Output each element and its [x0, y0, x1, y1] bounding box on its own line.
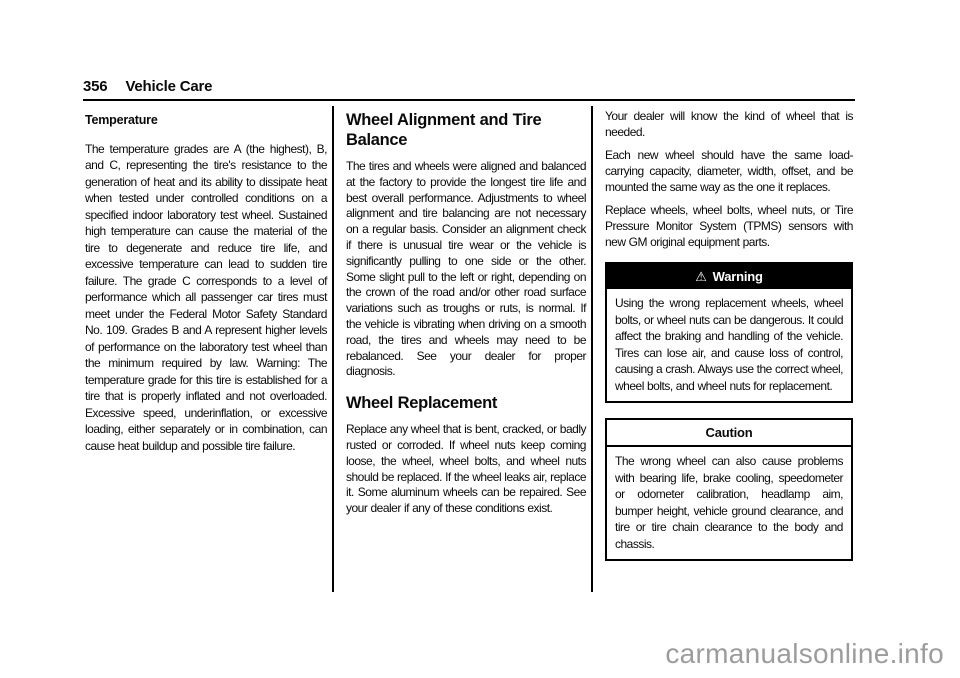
replace-wheels-paragraph: Replace wheels, wheel bolts, wheel nuts, or Tire Pressure Monitor System (TPMS) sensors with new GM original equipment parts.	[605, 203, 853, 249]
wheel-alignment-paragraph: The tires and wheels were aligned and balanced at the factory to provide the longest tire life and best overall performance. Adjustments to wheel alignment and tire balancing are not necessary on a regular basis. Consider an alignment check if there is unusual tire wear or the vehicle is significantly pulling to one side or the other. Some slight pull to the left or right, depending on the crown of the road and/or other road surface variations such as troughs or ruts, is normal. If the vehicle is vibrating when driving on a smooth road, the tires and wheels may need to be rebalanced. See your dealer for proper diagnosis.	[346, 159, 586, 379]
header-divider	[83, 99, 855, 101]
temperature-heading: Temperature	[85, 113, 158, 127]
warning-title: Warning	[712, 269, 763, 284]
section-title: Vehicle Care	[125, 78, 213, 95]
column-divider-1	[332, 106, 334, 592]
watermark: carmanualsonline.info	[665, 638, 944, 669]
column-dealer-info	[605, 108, 853, 561]
warning-header	[607, 264, 851, 289]
temperature-paragraph: The temperature grades are A (the highest), B, and C, representing the tire's resistance to the generation of heat and its ability to dissipate heat when tested under controlled conditions on a specified indoor laboratory test wheel. Sustained high temperature can cause the material of the tire to degenerate and reduce tire life, and excessive temperature can lead to sudden tire failure. The grade C corresponds to a level of performance which all passenger car tires must meet under the Federal Motor Safety Standard No. 109. Grades B and A represent higher levels of performance on the laboratory test wheel than the minimum required by law. Warning: The temperature grade for this tire is established for a tire that is properly inflated and not overloaded. Excessive speed, underinflation, or excessive loading, either separately or in combination, can cause heat buildup and possible tire failure.	[85, 141, 327, 453]
caution-title: Caution	[705, 425, 753, 440]
wheel-replacement-heading: Wheel Replacement	[346, 394, 498, 413]
column-wheel-alignment	[346, 108, 586, 524]
new-wheel-paragraph: Each new wheel should have the same load-carrying capacity, diameter, width, offset, and be mounted the same way as the one it replaces.	[605, 148, 853, 194]
caution-body: The wrong wheel can also cause problems with bearing life, brake cooling, speedometer or odometer calibration, headlamp aim, bumper height, vehicle ground clearance, and tire or tire chain clearance to the body and chassis.	[615, 454, 843, 551]
caution-box	[605, 418, 853, 561]
page-header	[83, 78, 212, 95]
wheel-replacement-paragraph: Replace any wheel that is bent, cracked, or badly rusted or corroded. If wheel nuts keep coming loose, the wheel, wheel bolts, and wheel nuts should be replaced. If the wheel leaks air, replace it. Some aluminum wheels can be repaired. See your dealer if any of these conditions exist.	[346, 422, 586, 516]
column-temperature	[85, 108, 327, 461]
wheel-alignment-heading: Wheel Alignment and Tire Balance	[346, 111, 542, 149]
page-number: 356	[83, 78, 108, 95]
column-divider-2	[591, 106, 593, 592]
dealer-wheel-paragraph: Your dealer will know the kind of wheel that is needed.	[605, 109, 853, 139]
warning-triangle-icon: ⚠	[695, 269, 707, 284]
caution-header	[607, 420, 851, 447]
warning-body: Using the wrong replacement wheels, wheel bolts, or wheel nuts can be dangerous. It could affect the braking and handling of the vehicle. Tires can lose air, and cause loss of control, causing a crash. Always use the correct wheel, wheel bolts, and wheel nuts for replacement.	[615, 296, 843, 393]
warning-box	[605, 262, 853, 403]
